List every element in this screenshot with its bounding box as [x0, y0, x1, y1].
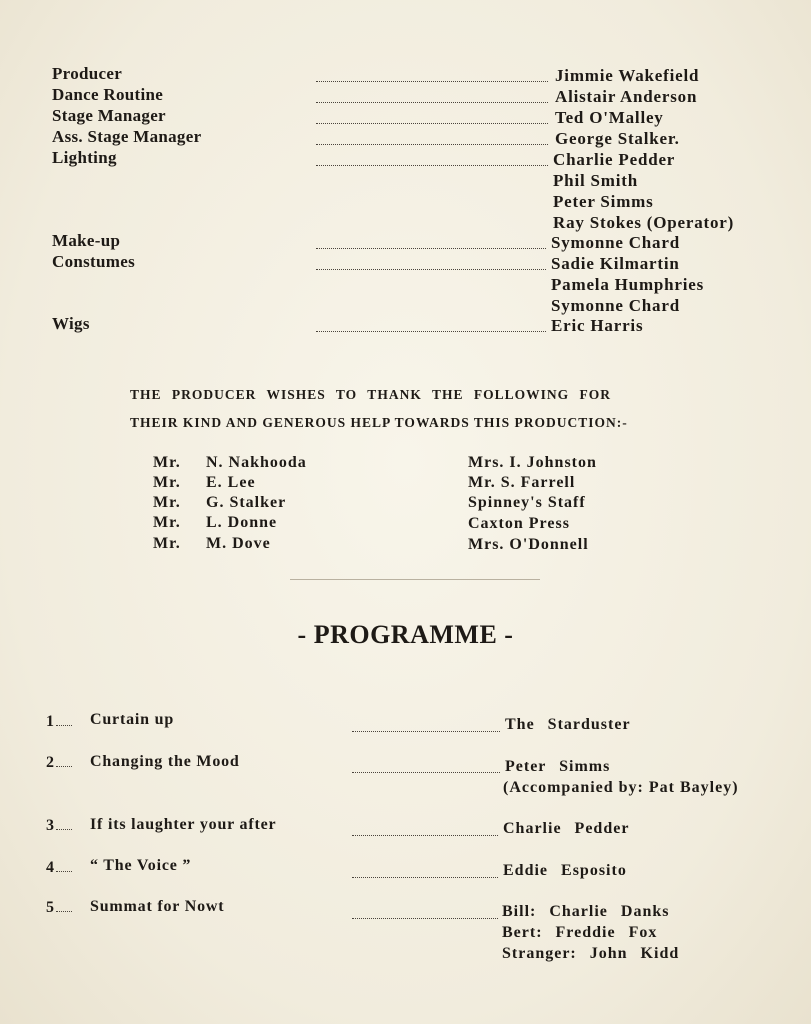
item-number: 2	[46, 754, 72, 772]
item-performer-note: (Accompanied by: Pat Bayley)	[503, 779, 739, 796]
helper-name: G. Stalker	[206, 494, 287, 511]
person-name: Jimmie Wakefield	[555, 66, 700, 85]
leader-dots	[316, 269, 546, 270]
leader-dots	[316, 81, 548, 82]
leader-dots	[352, 835, 498, 836]
person-name: Phil Smith	[553, 171, 638, 190]
leader-dots	[316, 123, 548, 124]
person-name: Symonne Chard	[551, 233, 680, 252]
item-performer-note: Stranger: John Kidd	[502, 945, 680, 962]
leader-dots	[352, 918, 498, 919]
item-title: “ The Voice ”	[90, 857, 192, 874]
item-title: Curtain up	[90, 711, 175, 728]
person-name: George Stalker.	[555, 129, 680, 148]
helper-name: M. Dove	[206, 535, 271, 552]
leader-dots	[352, 772, 500, 773]
leader-dots	[352, 731, 500, 732]
item-performer: The Starduster	[505, 716, 631, 733]
role-dance-routine: Dance Routine	[52, 85, 164, 104]
helper-title: Mr.	[153, 474, 181, 491]
leader-dots	[352, 877, 498, 878]
item-performer: Peter Simms	[505, 758, 611, 775]
leader-dots	[316, 144, 548, 145]
item-title: If its laughter your after	[90, 816, 277, 833]
item-title: Summat for Nowt	[90, 898, 225, 915]
item-title: Changing the Mood	[90, 753, 240, 770]
person-name: Ray Stokes (Operator)	[553, 213, 735, 232]
helper-title: Mr.	[153, 514, 181, 531]
person-name: Charlie Pedder	[553, 150, 676, 169]
thanks-line-2: THEIR KIND AND GENEROUS HELP TOWARDS THIS PRODUCTION:-	[130, 415, 628, 430]
person-name: Symonne Chard	[551, 296, 680, 315]
leader-dots	[316, 165, 548, 166]
item-performer: Eddie Esposito	[503, 862, 627, 879]
helper-name: N. Nakhooda	[206, 454, 307, 471]
item-performer: Charlie Pedder	[503, 820, 630, 837]
helper-name: Mrs. O'Donnell	[468, 536, 589, 553]
person-name: Pamela Humphries	[551, 275, 705, 294]
person-name: Ted O'Malley	[555, 108, 664, 127]
role-lighting: Lighting	[52, 148, 117, 167]
person-name: Alistair Anderson	[555, 87, 698, 106]
item-number: 4	[46, 859, 72, 877]
helper-name: L. Donne	[206, 514, 278, 531]
helper-name: Mrs. I. Johnston	[468, 454, 597, 471]
helper-title: Mr.	[153, 454, 181, 471]
helper-name: Mr. S. Farrell	[468, 474, 576, 491]
section-divider	[290, 579, 540, 580]
item-number: 5	[46, 899, 72, 917]
helper-title: Mr.	[153, 494, 181, 511]
thanks-line-1: THE PRODUCER WISHES TO THANK THE FOLLOWING FOR	[130, 387, 611, 402]
item-number: 3	[46, 817, 72, 835]
person-name: Peter Simms	[553, 192, 654, 211]
helper-name: E. Lee	[206, 474, 256, 491]
helper-title: Mr.	[153, 535, 181, 552]
item-performer-note: Bert: Freddie Fox	[502, 924, 658, 941]
person-name: Eric Harris	[551, 316, 644, 335]
helper-name: Caxton Press	[468, 515, 570, 532]
role-ass-stage-manager: Ass. Stage Manager	[52, 127, 202, 146]
item-number: 1	[46, 713, 72, 731]
leader-dots	[316, 331, 546, 332]
helper-name: Spinney's Staff	[468, 494, 586, 511]
leader-dots	[316, 102, 548, 103]
role-make-up: Make-up	[52, 231, 121, 250]
programme-title: - PROGRAMME -	[297, 620, 514, 649]
item-performer: Bill: Charlie Danks	[502, 903, 670, 920]
leader-dots	[316, 248, 546, 249]
role-stage-manager: Stage Manager	[52, 106, 166, 125]
role-wigs: Wigs	[52, 314, 90, 333]
person-name: Sadie Kilmartin	[551, 254, 680, 273]
role-costumes: Constumes	[52, 252, 135, 271]
role-producer: Producer	[52, 64, 123, 83]
